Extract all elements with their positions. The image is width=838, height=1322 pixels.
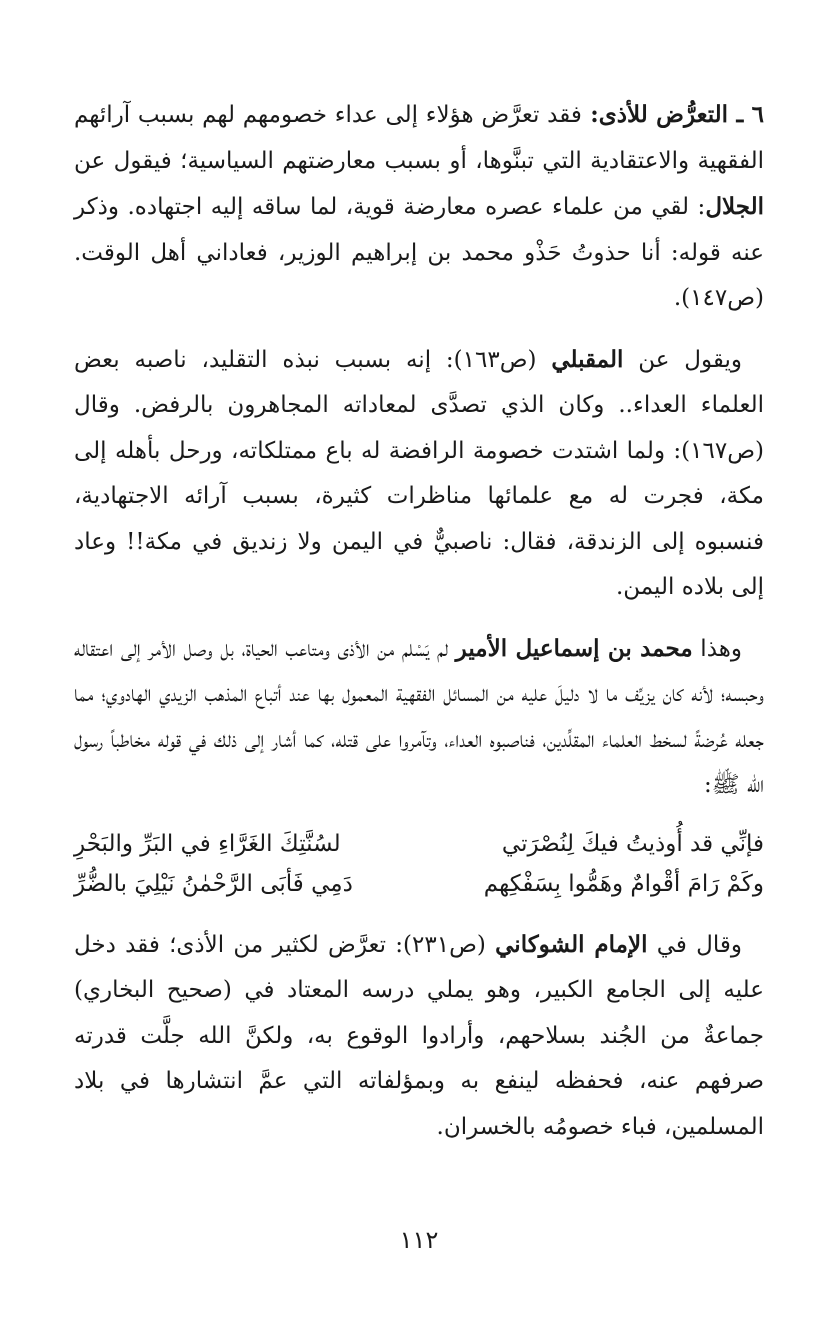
poem-verse [74,864,764,904]
book-page [74,92,764,1165]
verse-second-hemistich: دَمِي فَأبَى الرَّحْمٰنُ نَيْلِيَ بالضُّرِّ [74,870,353,897]
page-number: ١١٢ [399,1226,439,1254]
name-shawkani: الإمام الشوكاني [495,930,648,958]
name-jalal: الجلال [705,193,764,220]
poem-verse [74,824,764,864]
paragraph-harm-intro [74,92,764,322]
name-maqbali: المقبلي [551,345,624,373]
text-segment: لم يَسْلم من الأذى ومتاعب الحياة، بل وصل الأمر إلى اعتقاله وحبسه؛ لأنه كان يزيِّف ما لا دليلَ عليه من المسائل الفقهية المعمول بها عند أتباع المذهب الزيدي الهادوي؛ مما جعله عُرضةً لسخط العلماء المقلِّدين، فناصبوه العداء، وتآمروا على قتله، كما أشار إلى ذلك في قوله مخاطباً رسول الله ﷺ: [74,635,764,798]
section-heading: ٦ ـ التعرُّض للأذى: [581,101,764,128]
text-segment: وقال في [647,931,743,958]
paragraph-amir [74,626,764,809]
verse-first-hemistich: وكَمْ رَامَ أقْوامٌ وهَمُّوا بِسَفْكِهم [483,870,764,897]
name-amir: محمد بن إسماعيل الأمير [455,634,693,662]
text-segment: (ص٢٣١): تعرَّض لكثير من الأذى؛ فقد دخل عليه إلى الجامع الكبير، وهو يملي درسه المعتاد في (صحيح البخاري) جماعةٌ من الجُند بسلاحهم، وأرادوا الوقوع به، ولكنَّ الله جلَّت قدرته صرفهم عنه، فحفظه لينفع به وبمؤلفاته التي عمَّ انتشارها في بلاد المسلمين، فباء خصومُه بالخسران. [74,931,764,1140]
paragraph-shawkani [74,922,764,1151]
text-segment: فقد تعرَّض هؤلاء إلى عداء خصومهم لهم بسبب آرائهم الفقهية والاعتقادية التي تبنَّوها، أو بسبب معارضتهم السياسية؛ فيقول عن [74,102,764,174]
text-segment: وهذا [692,635,742,662]
text-segment: ويقول عن [623,346,742,373]
verse-first-hemistich: فإنِّي قد أُوذيتُ فيكَ لِنُصْرَتي [501,830,764,857]
verse-second-hemistich: لسُنَّتِكَ الغَرَّاءِ في البَرِّ والبَحْرِ [74,830,341,857]
poem-verses [74,824,764,904]
text-segment: : لقي من علماء عصره معارضة قوية، لما ساقه إليه اجتهاده. وذكر عنه قوله: أنا حذوتُ حَذْو محمد بن إبراهيم الوزير، فعاداني أهل الوقت. (ص١٤٧). [74,194,764,311]
text-segment: (ص١٦٣): إنه بسبب نبذه التقليد، ناصبه بعض العلماء العداء.. وكان الذي تصدَّى لمعاداته المجاهرون بالرفض. وقال (ص١٦٧): ولما اشتدت خصومة الرافضة له باع ممتلكاته، ورحل بأهله إلى مكة، فجرت له مع علمائها مناظرات كثيرة، بسبب آرائه الاجتهادية، فنسبوه إلى الزندقة، فقال: ناصبيٌّ في اليمن ولا زنديق في مكة!! وعاد إلى بلاده اليمن. [74,346,764,600]
paragraph-maqbali [74,337,764,611]
